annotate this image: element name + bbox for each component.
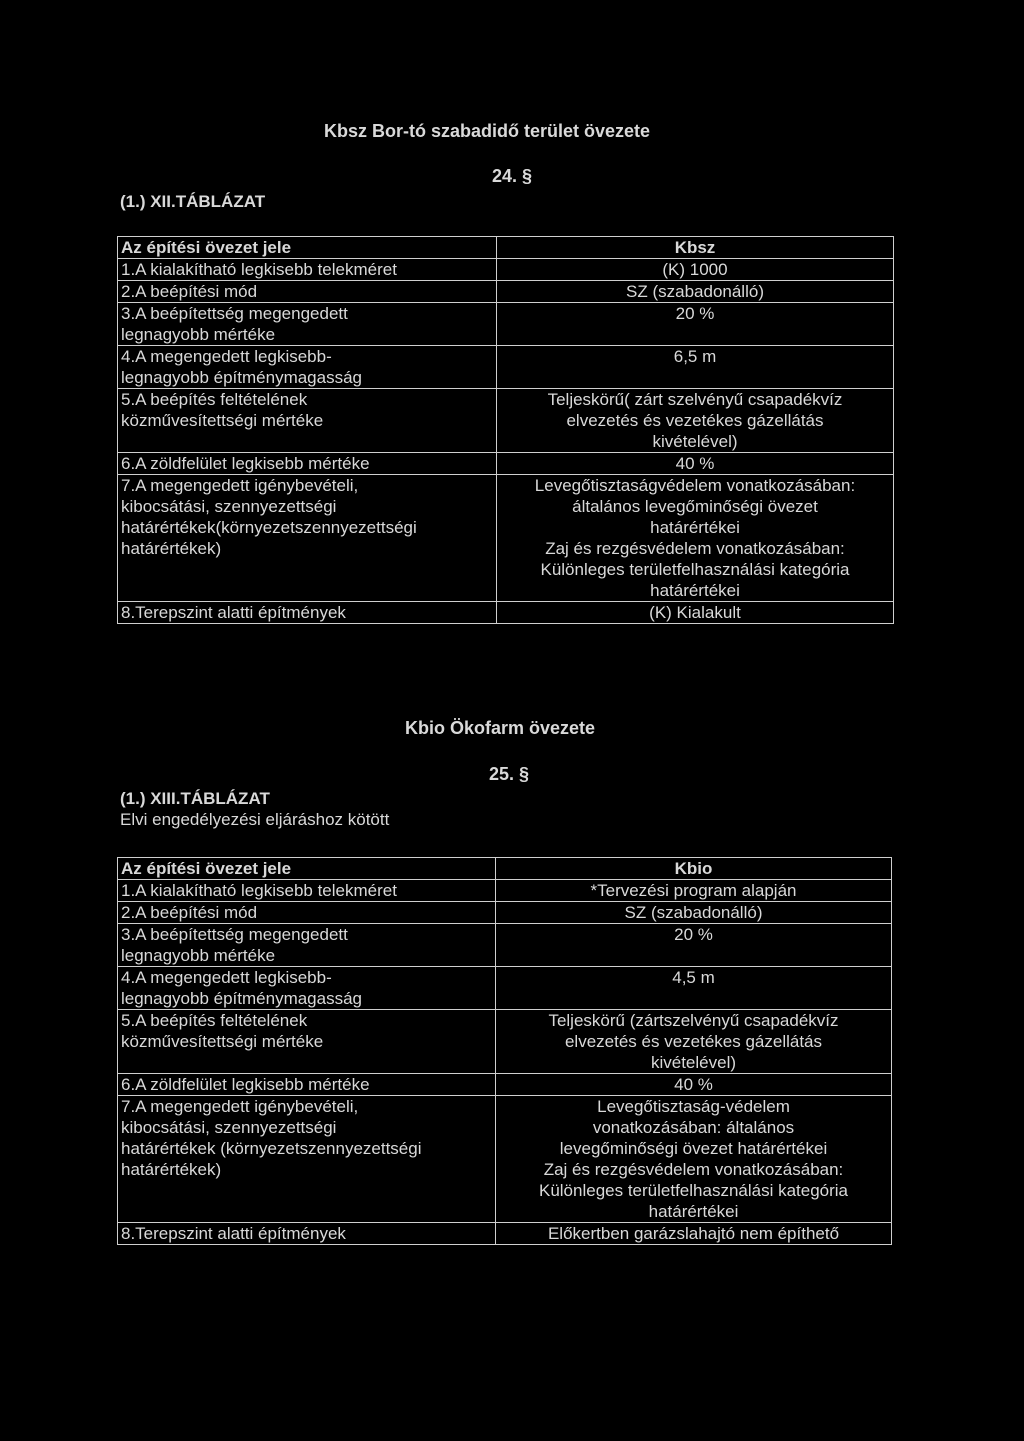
row-label: 8.Terepszint alatti építmények <box>118 602 497 624</box>
row-label: Az építési övezet jele <box>118 237 497 259</box>
row-label: 7.A megengedett igénybevételi, kibocsátási, szennyezettségi határértékek(környezetszennyezettségi határértékek) <box>118 475 497 602</box>
zone-title-kbio: Kbio Ökofarm övezete <box>405 718 596 738</box>
row-value: Kbsz <box>497 237 894 259</box>
row-value: 6,5 m <box>497 346 894 389</box>
table-row <box>118 303 894 346</box>
row-value: SZ (szabadonálló) <box>497 281 894 303</box>
row-value: 20 % <box>496 924 892 967</box>
table-row <box>118 475 894 602</box>
table-row <box>118 1223 892 1245</box>
row-label: 3.A beépítettség megengedett legnagyobb mértéke <box>118 924 496 967</box>
row-label: 6.A zöldfelület legkisebb mértéke <box>118 453 497 475</box>
row-label: 2.A beépítési mód <box>118 902 496 924</box>
table-row <box>118 1096 892 1223</box>
row-value: Levegőtisztaságvédelem vonatkozásában: általános levegőminőségi övezet határértékei Zaj és rezgésvédelem vonatkozásában: Különleges területfelhasználási kategória határértékei <box>497 475 894 602</box>
row-label: 6.A zöldfelület legkisebb mértéke <box>118 1074 496 1096</box>
table-label: (1.) XII.TÁBLÁZAT <box>120 192 266 211</box>
row-label: 7.A megengedett igénybevételi, kibocsátási, szennyezettségi határértékek (környezetszennyezettségi határértékek) <box>118 1096 496 1223</box>
row-value: 20 % <box>497 303 894 346</box>
table-row <box>118 389 894 453</box>
row-value: Teljeskörű( zárt szelvényű csapadékvíz elvezetés és vezetékes gázellátás kivételével) <box>497 389 894 453</box>
row-value: Teljeskörű (zártszelvényű csapadékvíz elvezetés és vezetékes gázellátás kivételével) <box>496 1010 892 1074</box>
row-label: 1.A kialakítható legkisebb telekméret <box>118 880 496 902</box>
row-label: 3.A beépítettség megengedett legnagyobb mértéke <box>118 303 497 346</box>
zone-table-kbsz <box>117 236 894 624</box>
table-header-row <box>118 858 892 880</box>
row-value: Kbio <box>496 858 892 880</box>
row-value: 4,5 m <box>496 967 892 1010</box>
row-label: 2.A beépítési mód <box>118 281 497 303</box>
row-label: 8.Terepszint alatti építmények <box>118 1223 496 1245</box>
row-label: 5.A beépítés feltételének közművesítettségi mértéke <box>118 1010 496 1074</box>
zone-table-kbio <box>117 857 892 1245</box>
table-row <box>118 602 894 624</box>
row-value: SZ (szabadonálló) <box>496 902 892 924</box>
table-row <box>118 924 892 967</box>
table-row <box>118 880 892 902</box>
table-header-row <box>118 237 894 259</box>
row-value: 40 % <box>497 453 894 475</box>
table-row <box>118 1074 892 1096</box>
row-value: *Tervezési program alapján <box>496 880 892 902</box>
row-label: 4.A megengedett legkisebb- legnagyobb építménymagasság <box>118 967 496 1010</box>
paragraph-number: 25. § <box>489 764 530 784</box>
table-label: (1.) XIII.TÁBLÁZAT <box>120 789 270 808</box>
row-label: 4.A megengedett legkisebb- legnagyobb építménymagasság <box>118 346 497 389</box>
table-sublabel: Elvi engedélyezési eljáráshoz kötött <box>120 810 390 829</box>
table-row <box>118 967 892 1010</box>
row-value: Előkertben garázslahajtó nem építhető <box>496 1223 892 1245</box>
table-row <box>118 453 894 475</box>
table-row <box>118 281 894 303</box>
row-label: 5.A beépítés feltételének közművesítettségi mértéke <box>118 389 497 453</box>
table-row <box>118 259 894 281</box>
table-row <box>118 902 892 924</box>
paragraph-number: 24. § <box>492 166 533 186</box>
row-value: (K) 1000 <box>497 259 894 281</box>
table-row <box>118 1010 892 1074</box>
table-row <box>118 346 894 389</box>
row-label: 1.A kialakítható legkisebb telekméret <box>118 259 497 281</box>
row-value: 40 % <box>496 1074 892 1096</box>
row-label: Az építési övezet jele <box>118 858 496 880</box>
row-value: Levegőtisztaság-védelem vonatkozásában: általános levegőminőségi övezet határértékei Zaj és rezgésvédelem vonatkozásában: Különleges területfelhasználási kategória határértékei <box>496 1096 892 1223</box>
row-value: (K) Kialakult <box>497 602 894 624</box>
zone-title-kbsz: Kbsz Bor-tó szabadidő terület övezete <box>324 121 651 141</box>
